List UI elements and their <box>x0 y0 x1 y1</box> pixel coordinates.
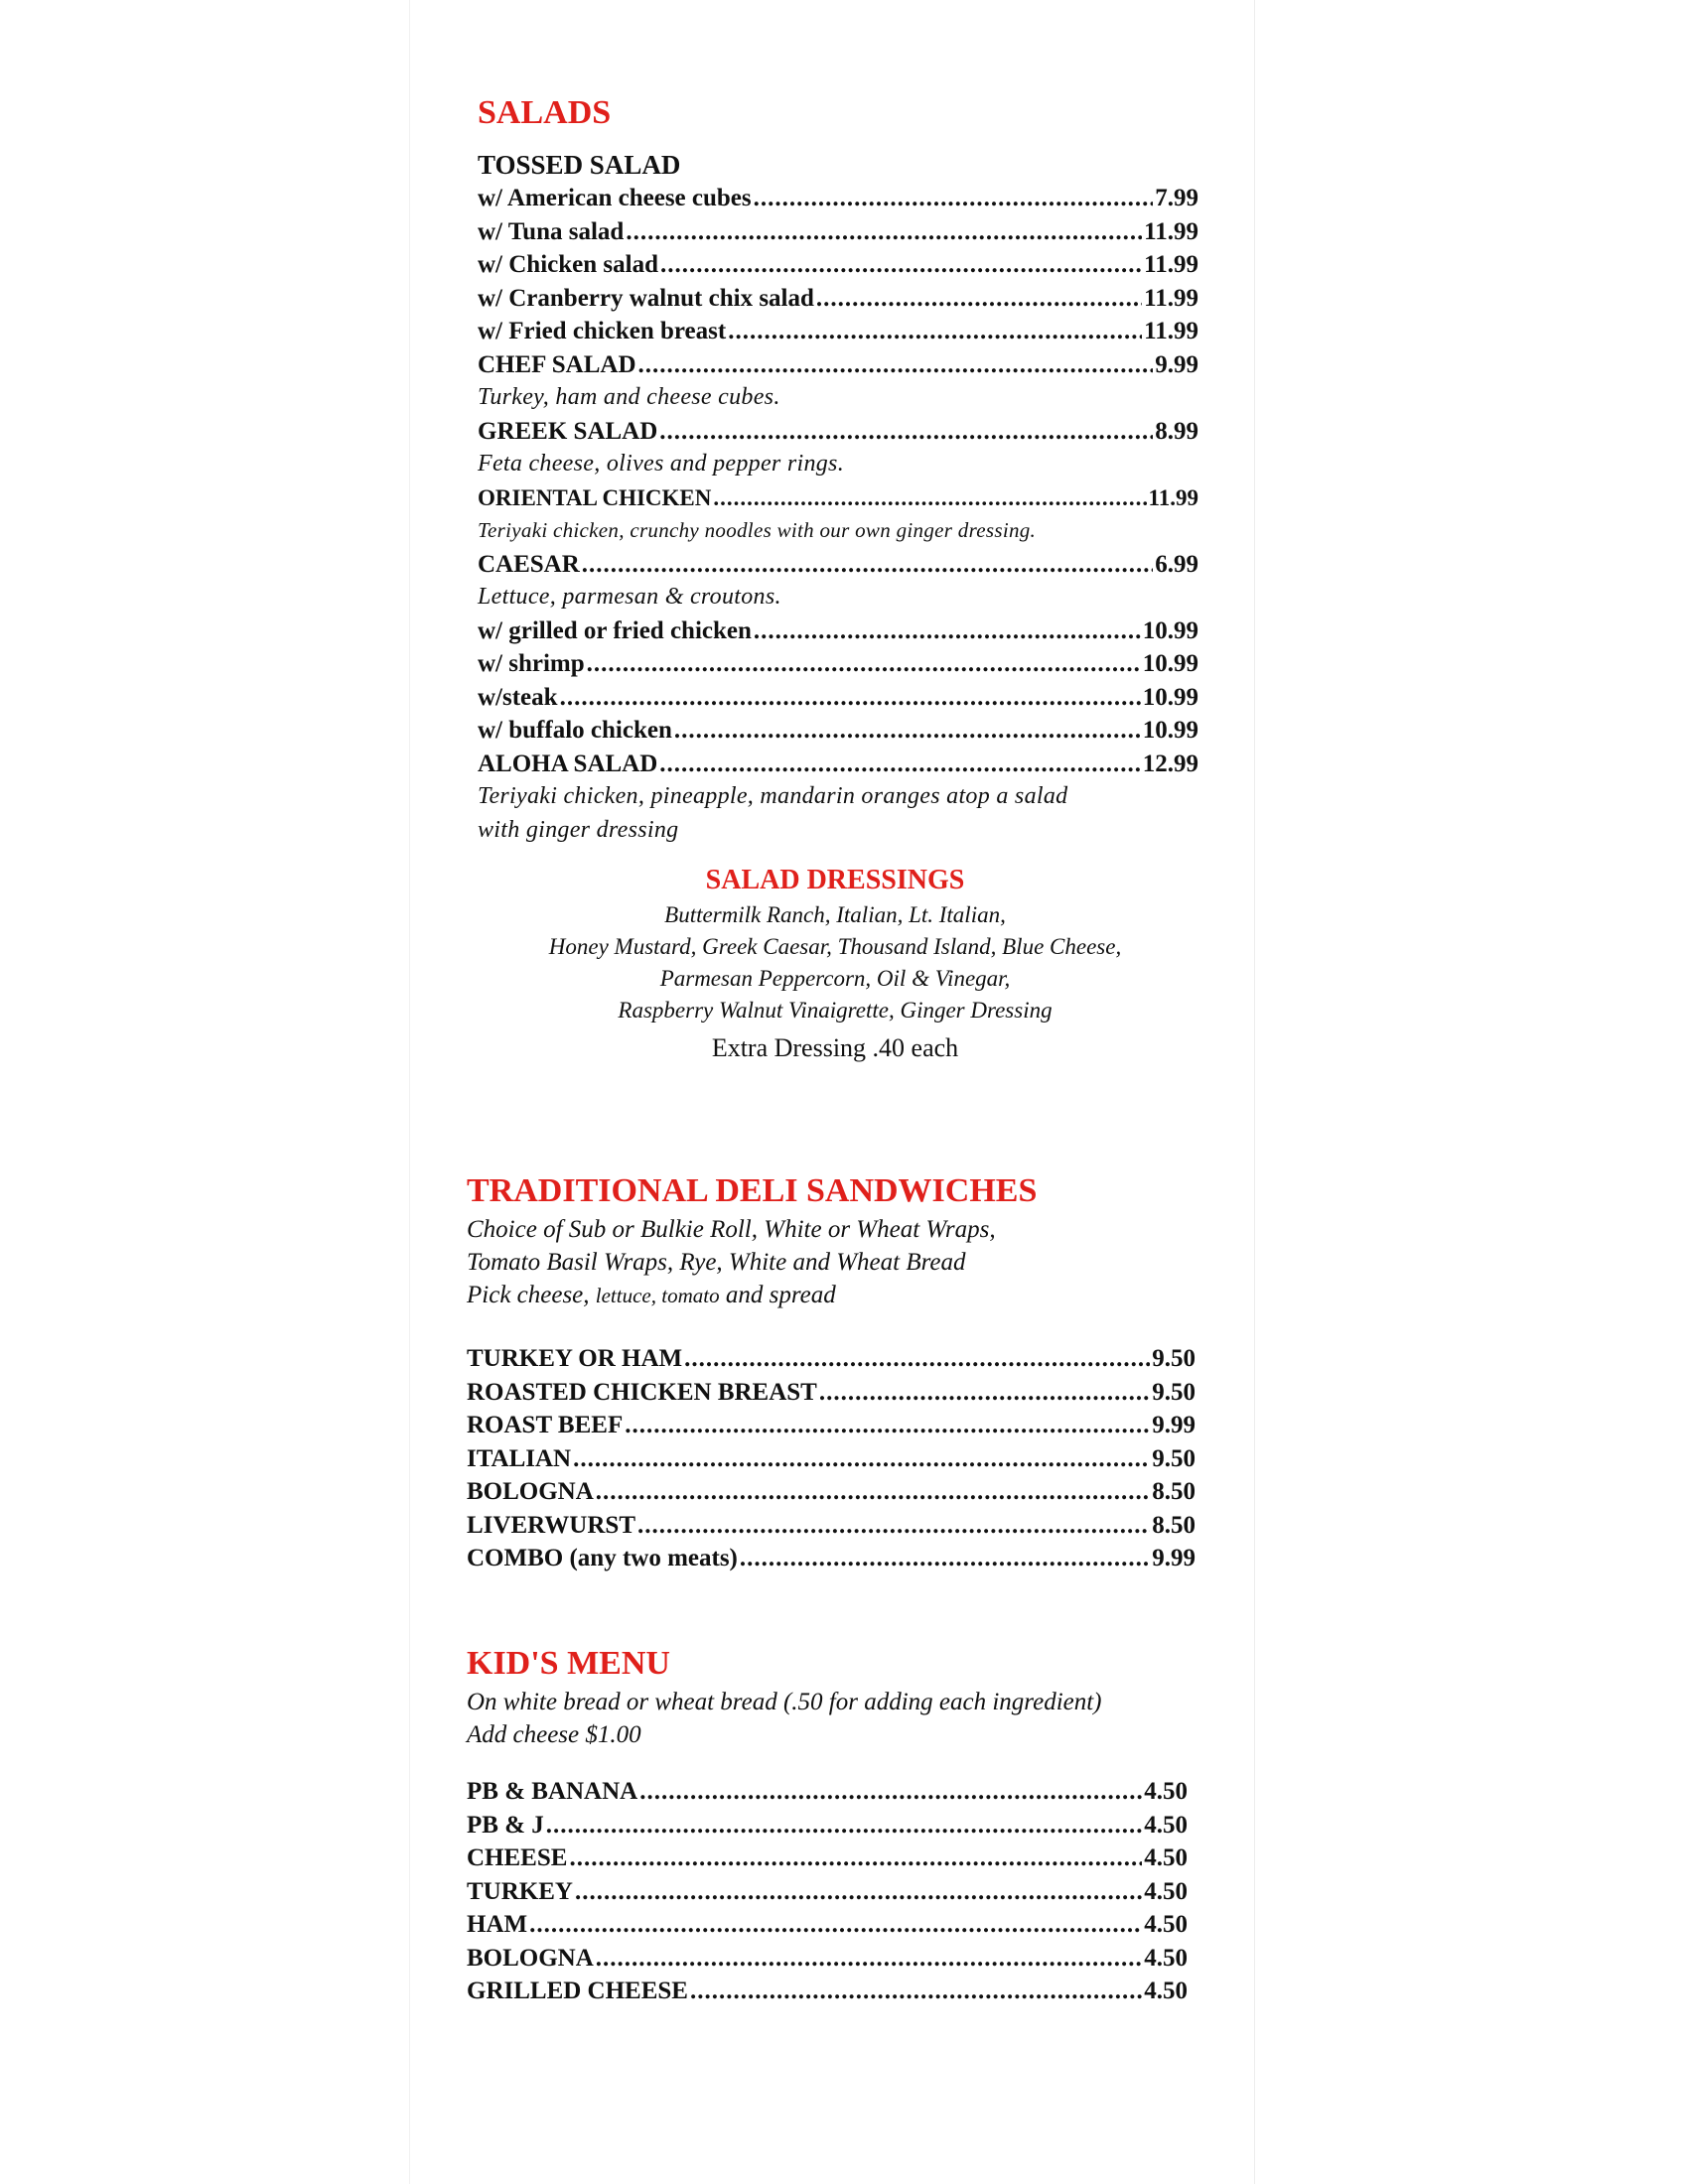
extra-dressing-note: Extra Dressing .40 each <box>711 1033 959 1062</box>
dressing-line: Buttermilk Ranch, Italian, Lt. Italian, <box>664 902 1006 927</box>
deli-intro-line-1: Choice of Sub or Bulkie Roll, White or Wheat Wraps, <box>467 1216 996 1243</box>
menu-item: w/ grilled or fried chicken ..... 10.99 <box>478 614 1198 648</box>
chef-salad-item: CHEF SALAD ..... 9.99 <box>478 348 1198 382</box>
deli-sandwiches-title: TRADITIONAL DELI SANDWICHES <box>467 1172 1038 1209</box>
deli-intro-line-3: Pick cheese, lettuce, tomato and spread <box>467 1282 836 1308</box>
menu-item: CHEESE ..... 4.50 <box>467 1842 1188 1875</box>
menu-item: HAM ..... 4.50 <box>467 1908 1188 1942</box>
kids-intro <box>467 1686 1188 1751</box>
menu-item: GRILLED CHEESE ..... 4.50 <box>467 1975 1188 2008</box>
menu-item: TURKEY ..... 4.50 <box>467 1875 1188 1909</box>
salad-dressings-title: SALAD DRESSINGS <box>705 865 965 895</box>
menu-item: LIVERWURST ..... 8.50 <box>467 1509 1196 1543</box>
aloha-salad-item: ALOHA SALAD ..... 12.99 <box>478 748 1198 781</box>
oriental-chicken-item: ORIENTAL CHICKEN ..... 11.99 <box>478 481 1198 515</box>
dressing-line: Parmesan Peppercorn, Oil & Vinegar, <box>659 966 1011 991</box>
menu-item: w/ Fried chicken breast ..... 11.99 <box>478 315 1198 348</box>
salads-title: SALADS <box>478 94 612 131</box>
menu-item: w/ Chicken salad ..... 11.99 <box>478 248 1198 282</box>
menu-item: PB & J ..... 4.50 <box>467 1809 1188 1843</box>
kids-intro-line-1: On white bread or wheat bread (.50 for adding each ingredient) <box>467 1689 1102 1715</box>
caesar-item: CAESAR ..... 6.99 <box>478 548 1198 582</box>
menu-item: w/steak ..... 10.99 <box>478 681 1198 715</box>
aloha-salad-desc-1: Teriyaki chicken, pineapple, mandarin oranges atop a salad <box>478 783 1068 809</box>
menu-item: w/ shrimp ..... 10.99 <box>478 647 1198 681</box>
menu-item: ITALIAN ..... 9.50 <box>467 1442 1196 1476</box>
menu-item: w/ American cheese cubes ..... 7.99 <box>478 182 1198 215</box>
kids-menu-section <box>467 1642 1188 2008</box>
menu-item: w/ Tuna salad ..... 11.99 <box>478 215 1198 249</box>
oriental-chicken-desc: Teriyaki chicken, crunchy noodles with our own ginger dressing. <box>478 518 1037 542</box>
menu-item: BOLOGNA ..... 8.50 <box>467 1475 1196 1509</box>
kids-menu-title: KID'S MENU <box>467 1645 670 1682</box>
menu-item: TURKEY OR HAM ..... 9.50 <box>467 1342 1196 1376</box>
kids-intro-line-2: Add cheese $1.00 <box>467 1721 641 1748</box>
salad-dressings-section <box>478 864 1193 1068</box>
chef-salad-desc: Turkey, ham and cheese cubes. <box>478 384 780 410</box>
menu-item: COMBO (any two meats) ..... 9.99 <box>467 1542 1196 1575</box>
aloha-salad-desc-2: with ginger dressing <box>478 816 679 843</box>
greek-salad-item: GREEK SALAD ..... 8.99 <box>478 415 1198 449</box>
caesar-desc: Lettuce, parmesan & croutons. <box>478 584 781 610</box>
menu-item: w/ Cranberry walnut chix salad ..... 11.99 <box>478 282 1198 316</box>
menu-item: BOLOGNA ..... 4.50 <box>467 1942 1188 1976</box>
salads-section <box>478 91 1198 847</box>
menu-item: w/ buffalo chicken ..... 10.99 <box>478 714 1198 748</box>
deli-intro <box>467 1213 1196 1312</box>
greek-salad-desc: Feta cheese, olives and pepper rings. <box>478 451 845 477</box>
menu-item: ROAST BEEF ..... 9.99 <box>467 1409 1196 1442</box>
deli-intro-line-2: Tomato Basil Wraps, Rye, White and Wheat Bread <box>467 1249 966 1276</box>
deli-sandwiches-section <box>467 1169 1196 1575</box>
menu-item: ROASTED CHICKEN BREAST ..... 9.50 <box>467 1376 1196 1410</box>
menu-item: PB & BANANA ..... 4.50 <box>467 1775 1188 1809</box>
tossed-salad-heading: TOSSED SALAD <box>478 150 681 180</box>
dressing-line: Honey Mustard, Greek Caesar, Thousand Island, Blue Cheese, <box>548 934 1122 959</box>
dressing-line: Raspberry Walnut Vinaigrette, Ginger Dressing <box>618 998 1053 1023</box>
